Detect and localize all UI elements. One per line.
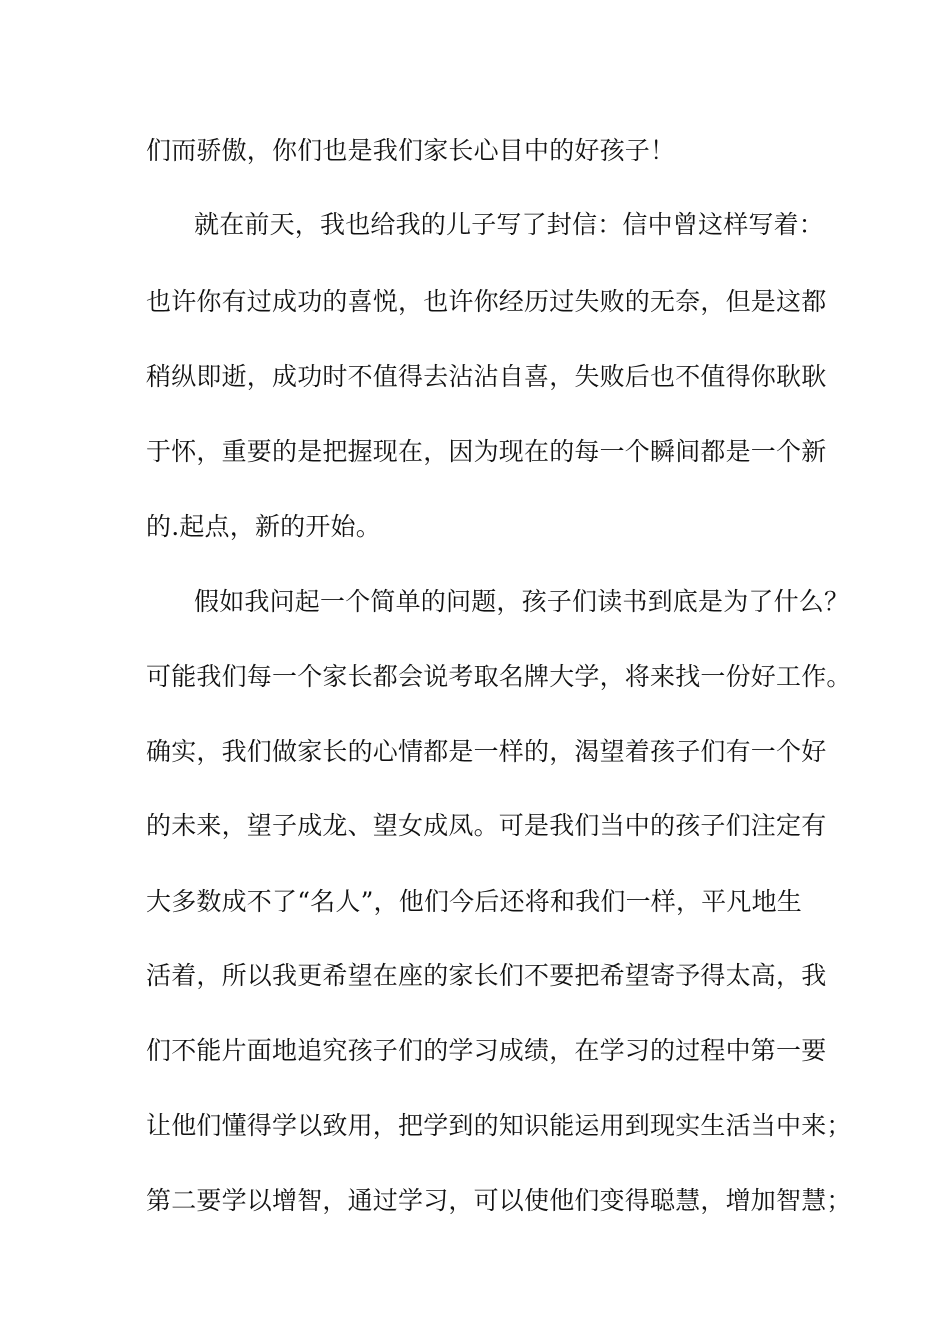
text-line-9: 确实，我们做家长的心情都是一样的，渴望着孩子们有一个好 bbox=[146, 737, 827, 766]
text-line-13: 们不能片面地追究孩子们的学习成绩，在学习的过程中第一要 bbox=[146, 1036, 827, 1065]
text-line-8: 可能我们每一个家长都会说考取名牌大学，将来找一份好工作。 bbox=[146, 662, 852, 691]
text-line-6: 的.起点，新的开始。 bbox=[146, 512, 381, 541]
text-line-12: 活着，所以我更希望在座的家长们不要把希望寄予得太高，我 bbox=[146, 961, 827, 990]
text-line-10: 的未来，望子成龙、望女成凤。可是我们当中的孩子们注定有 bbox=[146, 811, 827, 840]
text-line-15: 第二要学以增智，通过学习，可以使他们变得聪慧，增加智慧； bbox=[146, 1186, 852, 1215]
text-line-11: 大多数成不了“名人”，他们今后还将和我们一样，平凡地生 bbox=[146, 887, 802, 916]
text-line-14: 让他们懂得学以致用，把学到的知识能运用到现实生活当中来； bbox=[146, 1111, 852, 1140]
text-line-1: 们而骄傲，你们也是我们家长心目中的好孩子！ bbox=[146, 136, 676, 165]
text-line-4: 稍纵即逝，成功时不值得去沾沾自喜，失败后也不值得你耿耿 bbox=[146, 362, 827, 391]
paragraph-start-line-2: 就在前天，我也给我的儿子写了封信：信中曾这样写着： bbox=[194, 210, 825, 239]
text-line-3: 也许你有过成功的喜悦，也许你经历过失败的无奈，但是这都 bbox=[146, 287, 827, 316]
paragraph-start-line-7: 假如我问起一个简单的问题，孩子们读书到底是为了什么？ bbox=[194, 587, 850, 616]
text-line-5: 于怀，重要的是把握现在，因为现在的每一个瞬间都是一个新 bbox=[146, 437, 827, 466]
